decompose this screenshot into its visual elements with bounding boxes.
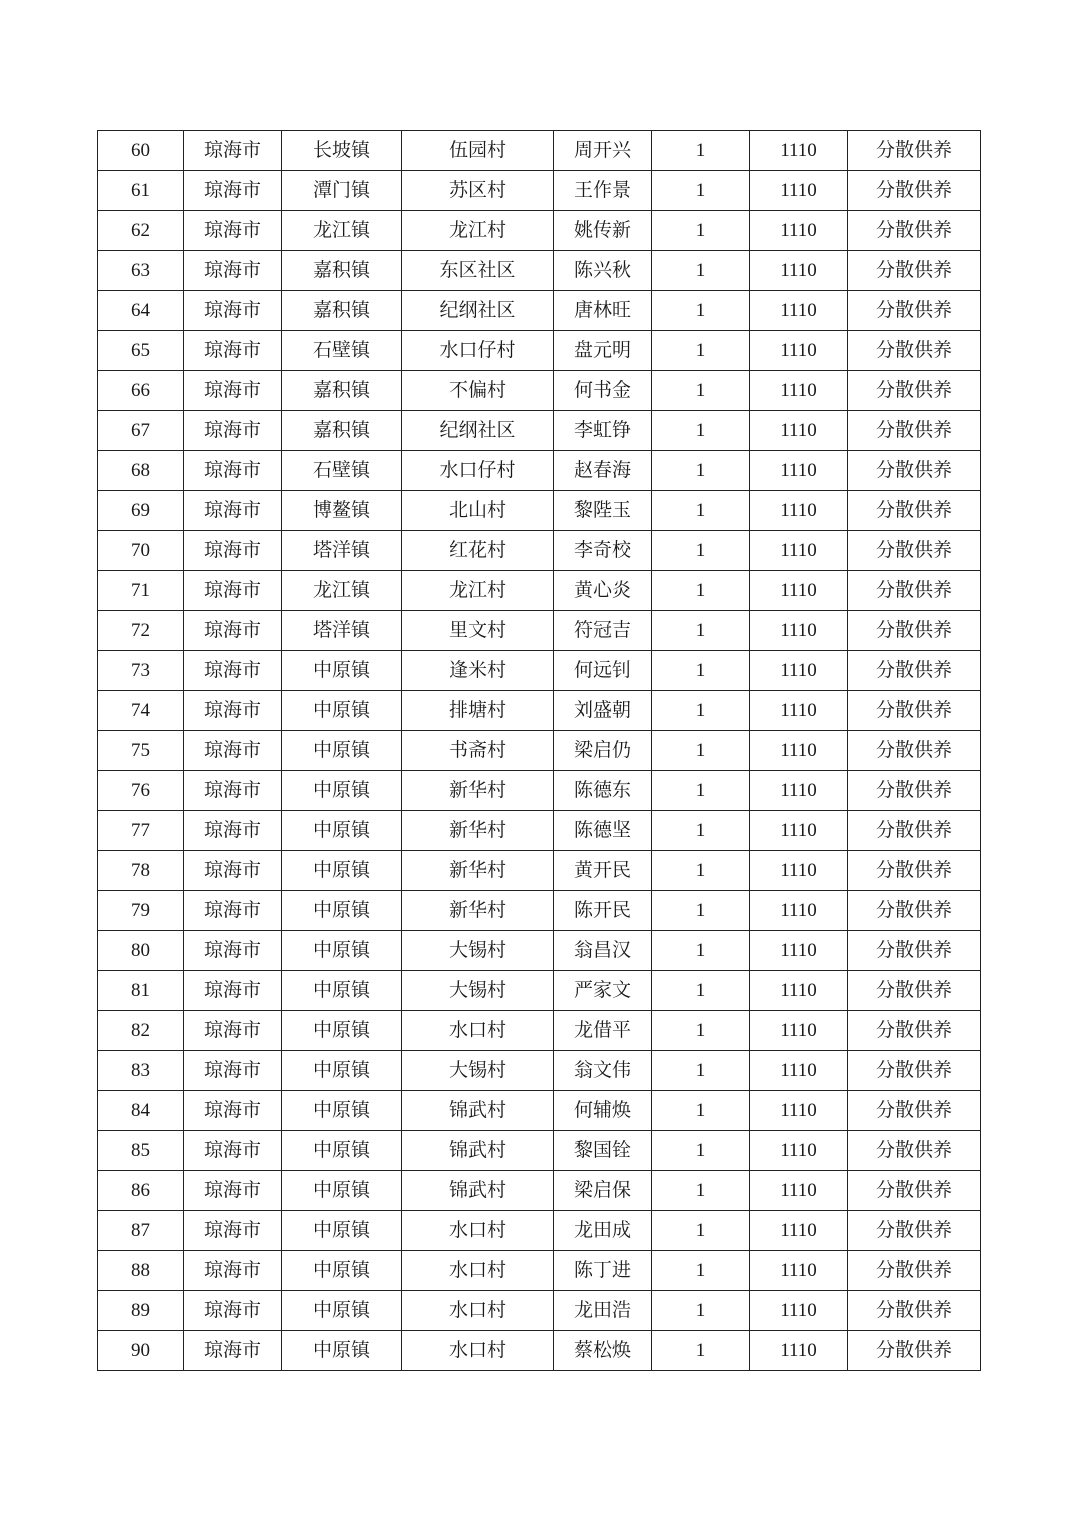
city-cell: 琼海市 bbox=[184, 891, 282, 931]
town-cell: 中原镇 bbox=[282, 1131, 402, 1171]
count-cell: 1 bbox=[652, 771, 750, 811]
amount-cell: 1110 bbox=[750, 291, 848, 331]
table-row bbox=[98, 291, 981, 331]
support-type-cell: 分散供养 bbox=[848, 171, 981, 211]
table-row bbox=[98, 811, 981, 851]
count-cell: 1 bbox=[652, 1171, 750, 1211]
serial-number-cell: 82 bbox=[98, 1011, 184, 1051]
support-type-cell: 分散供养 bbox=[848, 331, 981, 371]
town-cell: 嘉积镇 bbox=[282, 251, 402, 291]
village-cell: 龙江村 bbox=[402, 211, 554, 251]
amount-cell: 1110 bbox=[750, 571, 848, 611]
support-type-cell: 分散供养 bbox=[848, 691, 981, 731]
village-cell: 水口村 bbox=[402, 1251, 554, 1291]
serial-number-cell: 67 bbox=[98, 411, 184, 451]
serial-number-cell: 66 bbox=[98, 371, 184, 411]
town-cell: 中原镇 bbox=[282, 771, 402, 811]
amount-cell: 1110 bbox=[750, 811, 848, 851]
table-row bbox=[98, 771, 981, 811]
city-cell: 琼海市 bbox=[184, 931, 282, 971]
city-cell: 琼海市 bbox=[184, 131, 282, 171]
town-cell: 龙江镇 bbox=[282, 211, 402, 251]
town-cell: 中原镇 bbox=[282, 731, 402, 771]
table-row bbox=[98, 611, 981, 651]
amount-cell: 1110 bbox=[750, 1251, 848, 1291]
count-cell: 1 bbox=[652, 891, 750, 931]
town-cell: 中原镇 bbox=[282, 1171, 402, 1211]
amount-cell: 1110 bbox=[750, 851, 848, 891]
person-name-cell: 陈丁进 bbox=[554, 1251, 652, 1291]
town-cell: 中原镇 bbox=[282, 1331, 402, 1371]
serial-number-cell: 73 bbox=[98, 651, 184, 691]
amount-cell: 1110 bbox=[750, 1091, 848, 1131]
town-cell: 中原镇 bbox=[282, 651, 402, 691]
city-cell: 琼海市 bbox=[184, 291, 282, 331]
amount-cell: 1110 bbox=[750, 1051, 848, 1091]
support-type-cell: 分散供养 bbox=[848, 1251, 981, 1291]
count-cell: 1 bbox=[652, 331, 750, 371]
table-row bbox=[98, 1331, 981, 1371]
table-row bbox=[98, 1131, 981, 1171]
person-name-cell: 赵春海 bbox=[554, 451, 652, 491]
count-cell: 1 bbox=[652, 731, 750, 771]
support-type-cell: 分散供养 bbox=[848, 291, 981, 331]
village-cell: 红花村 bbox=[402, 531, 554, 571]
support-type-cell: 分散供养 bbox=[848, 451, 981, 491]
person-name-cell: 黄心炎 bbox=[554, 571, 652, 611]
village-cell: 里文村 bbox=[402, 611, 554, 651]
person-name-cell: 梁启仍 bbox=[554, 731, 652, 771]
person-name-cell: 何辅焕 bbox=[554, 1091, 652, 1131]
village-cell: 新华村 bbox=[402, 891, 554, 931]
count-cell: 1 bbox=[652, 851, 750, 891]
village-cell: 不偏村 bbox=[402, 371, 554, 411]
city-cell: 琼海市 bbox=[184, 371, 282, 411]
village-cell: 水口村 bbox=[402, 1011, 554, 1051]
table-row bbox=[98, 331, 981, 371]
village-cell: 龙江村 bbox=[402, 571, 554, 611]
serial-number-cell: 86 bbox=[98, 1171, 184, 1211]
town-cell: 石壁镇 bbox=[282, 331, 402, 371]
serial-number-cell: 63 bbox=[98, 251, 184, 291]
person-name-cell: 陈德坚 bbox=[554, 811, 652, 851]
village-cell: 纪纲社区 bbox=[402, 411, 554, 451]
table-row bbox=[98, 451, 981, 491]
support-type-cell: 分散供养 bbox=[848, 931, 981, 971]
support-type-cell: 分散供养 bbox=[848, 1131, 981, 1171]
person-name-cell: 符冠吉 bbox=[554, 611, 652, 651]
amount-cell: 1110 bbox=[750, 731, 848, 771]
amount-cell: 1110 bbox=[750, 1211, 848, 1251]
table-row bbox=[98, 1211, 981, 1251]
serial-number-cell: 75 bbox=[98, 731, 184, 771]
village-cell: 新华村 bbox=[402, 811, 554, 851]
person-name-cell: 盘元明 bbox=[554, 331, 652, 371]
amount-cell: 1110 bbox=[750, 491, 848, 531]
town-cell: 嘉积镇 bbox=[282, 291, 402, 331]
city-cell: 琼海市 bbox=[184, 211, 282, 251]
person-name-cell: 唐林旺 bbox=[554, 291, 652, 331]
serial-number-cell: 70 bbox=[98, 531, 184, 571]
amount-cell: 1110 bbox=[750, 451, 848, 491]
count-cell: 1 bbox=[652, 1251, 750, 1291]
serial-number-cell: 89 bbox=[98, 1291, 184, 1331]
village-cell: 东区社区 bbox=[402, 251, 554, 291]
amount-cell: 1110 bbox=[750, 411, 848, 451]
city-cell: 琼海市 bbox=[184, 611, 282, 651]
town-cell: 中原镇 bbox=[282, 1051, 402, 1091]
village-cell: 水口村 bbox=[402, 1211, 554, 1251]
serial-number-cell: 81 bbox=[98, 971, 184, 1011]
serial-number-cell: 80 bbox=[98, 931, 184, 971]
table-row bbox=[98, 1171, 981, 1211]
count-cell: 1 bbox=[652, 691, 750, 731]
town-cell: 中原镇 bbox=[282, 811, 402, 851]
serial-number-cell: 68 bbox=[98, 451, 184, 491]
town-cell: 中原镇 bbox=[282, 971, 402, 1011]
support-type-cell: 分散供养 bbox=[848, 411, 981, 451]
count-cell: 1 bbox=[652, 291, 750, 331]
village-cell: 水口村 bbox=[402, 1291, 554, 1331]
village-cell: 水口仔村 bbox=[402, 451, 554, 491]
person-name-cell: 龙田浩 bbox=[554, 1291, 652, 1331]
amount-cell: 1110 bbox=[750, 971, 848, 1011]
support-type-cell: 分散供养 bbox=[848, 1291, 981, 1331]
count-cell: 1 bbox=[652, 171, 750, 211]
person-name-cell: 龙田成 bbox=[554, 1211, 652, 1251]
count-cell: 1 bbox=[652, 1331, 750, 1371]
amount-cell: 1110 bbox=[750, 1131, 848, 1171]
village-cell: 大锡村 bbox=[402, 971, 554, 1011]
town-cell: 博鳌镇 bbox=[282, 491, 402, 531]
count-cell: 1 bbox=[652, 651, 750, 691]
person-name-cell: 龙借平 bbox=[554, 1011, 652, 1051]
city-cell: 琼海市 bbox=[184, 1211, 282, 1251]
amount-cell: 1110 bbox=[750, 371, 848, 411]
count-cell: 1 bbox=[652, 411, 750, 451]
support-type-cell: 分散供养 bbox=[848, 371, 981, 411]
support-type-cell: 分散供养 bbox=[848, 851, 981, 891]
person-name-cell: 陈兴秋 bbox=[554, 251, 652, 291]
table-row bbox=[98, 171, 981, 211]
city-cell: 琼海市 bbox=[184, 451, 282, 491]
village-cell: 大锡村 bbox=[402, 931, 554, 971]
table-row bbox=[98, 211, 981, 251]
serial-number-cell: 61 bbox=[98, 171, 184, 211]
serial-number-cell: 90 bbox=[98, 1331, 184, 1371]
table-row bbox=[98, 1091, 981, 1131]
serial-number-cell: 69 bbox=[98, 491, 184, 531]
amount-cell: 1110 bbox=[750, 891, 848, 931]
table-row bbox=[98, 1251, 981, 1291]
table-row bbox=[98, 371, 981, 411]
city-cell: 琼海市 bbox=[184, 1251, 282, 1291]
roster-table-body bbox=[98, 131, 981, 1371]
support-type-cell: 分散供养 bbox=[848, 1091, 981, 1131]
roster-table bbox=[97, 130, 981, 1371]
serial-number-cell: 74 bbox=[98, 691, 184, 731]
support-type-cell: 分散供养 bbox=[848, 811, 981, 851]
city-cell: 琼海市 bbox=[184, 651, 282, 691]
table-row bbox=[98, 251, 981, 291]
person-name-cell: 翁文伟 bbox=[554, 1051, 652, 1091]
amount-cell: 1110 bbox=[750, 931, 848, 971]
city-cell: 琼海市 bbox=[184, 1331, 282, 1371]
town-cell: 长坡镇 bbox=[282, 131, 402, 171]
count-cell: 1 bbox=[652, 211, 750, 251]
city-cell: 琼海市 bbox=[184, 811, 282, 851]
village-cell: 水口仔村 bbox=[402, 331, 554, 371]
town-cell: 塔洋镇 bbox=[282, 531, 402, 571]
town-cell: 嘉积镇 bbox=[282, 411, 402, 451]
amount-cell: 1110 bbox=[750, 691, 848, 731]
town-cell: 中原镇 bbox=[282, 1291, 402, 1331]
serial-number-cell: 76 bbox=[98, 771, 184, 811]
person-name-cell: 李虹铮 bbox=[554, 411, 652, 451]
village-cell: 锦武村 bbox=[402, 1171, 554, 1211]
person-name-cell: 陈德东 bbox=[554, 771, 652, 811]
city-cell: 琼海市 bbox=[184, 491, 282, 531]
support-type-cell: 分散供养 bbox=[848, 1331, 981, 1371]
amount-cell: 1110 bbox=[750, 131, 848, 171]
town-cell: 中原镇 bbox=[282, 691, 402, 731]
person-name-cell: 王作景 bbox=[554, 171, 652, 211]
amount-cell: 1110 bbox=[750, 251, 848, 291]
amount-cell: 1110 bbox=[750, 171, 848, 211]
amount-cell: 1110 bbox=[750, 1331, 848, 1371]
support-type-cell: 分散供养 bbox=[848, 1211, 981, 1251]
person-name-cell: 蔡松焕 bbox=[554, 1331, 652, 1371]
count-cell: 1 bbox=[652, 971, 750, 1011]
village-cell: 纪纲社区 bbox=[402, 291, 554, 331]
city-cell: 琼海市 bbox=[184, 171, 282, 211]
count-cell: 1 bbox=[652, 491, 750, 531]
town-cell: 中原镇 bbox=[282, 1251, 402, 1291]
city-cell: 琼海市 bbox=[184, 531, 282, 571]
person-name-cell: 严家文 bbox=[554, 971, 652, 1011]
town-cell: 石壁镇 bbox=[282, 451, 402, 491]
town-cell: 中原镇 bbox=[282, 931, 402, 971]
count-cell: 1 bbox=[652, 1211, 750, 1251]
support-type-cell: 分散供养 bbox=[848, 211, 981, 251]
count-cell: 1 bbox=[652, 451, 750, 491]
town-cell: 中原镇 bbox=[282, 1091, 402, 1131]
support-type-cell: 分散供养 bbox=[848, 491, 981, 531]
table-row bbox=[98, 851, 981, 891]
table-row bbox=[98, 571, 981, 611]
count-cell: 1 bbox=[652, 1051, 750, 1091]
village-cell: 排塘村 bbox=[402, 691, 554, 731]
support-type-cell: 分散供养 bbox=[848, 131, 981, 171]
support-type-cell: 分散供养 bbox=[848, 251, 981, 291]
person-name-cell: 李奇校 bbox=[554, 531, 652, 571]
village-cell: 新华村 bbox=[402, 851, 554, 891]
table-row bbox=[98, 731, 981, 771]
town-cell: 潭门镇 bbox=[282, 171, 402, 211]
support-type-cell: 分散供养 bbox=[848, 571, 981, 611]
table-row bbox=[98, 891, 981, 931]
city-cell: 琼海市 bbox=[184, 331, 282, 371]
city-cell: 琼海市 bbox=[184, 1091, 282, 1131]
support-type-cell: 分散供养 bbox=[848, 971, 981, 1011]
village-cell: 大锡村 bbox=[402, 1051, 554, 1091]
town-cell: 龙江镇 bbox=[282, 571, 402, 611]
table-row bbox=[98, 931, 981, 971]
table-row bbox=[98, 131, 981, 171]
town-cell: 中原镇 bbox=[282, 1211, 402, 1251]
count-cell: 1 bbox=[652, 131, 750, 171]
amount-cell: 1110 bbox=[750, 771, 848, 811]
person-name-cell: 翁昌汉 bbox=[554, 931, 652, 971]
city-cell: 琼海市 bbox=[184, 771, 282, 811]
table-row bbox=[98, 1291, 981, 1331]
serial-number-cell: 62 bbox=[98, 211, 184, 251]
city-cell: 琼海市 bbox=[184, 851, 282, 891]
serial-number-cell: 79 bbox=[98, 891, 184, 931]
city-cell: 琼海市 bbox=[184, 731, 282, 771]
count-cell: 1 bbox=[652, 611, 750, 651]
support-type-cell: 分散供养 bbox=[848, 1171, 981, 1211]
town-cell: 塔洋镇 bbox=[282, 611, 402, 651]
person-name-cell: 何书金 bbox=[554, 371, 652, 411]
city-cell: 琼海市 bbox=[184, 1131, 282, 1171]
amount-cell: 1110 bbox=[750, 1011, 848, 1051]
village-cell: 苏区村 bbox=[402, 171, 554, 211]
village-cell: 新华村 bbox=[402, 771, 554, 811]
support-type-cell: 分散供养 bbox=[848, 611, 981, 651]
city-cell: 琼海市 bbox=[184, 1171, 282, 1211]
table-row bbox=[98, 651, 981, 691]
city-cell: 琼海市 bbox=[184, 571, 282, 611]
city-cell: 琼海市 bbox=[184, 411, 282, 451]
town-cell: 中原镇 bbox=[282, 891, 402, 931]
serial-number-cell: 64 bbox=[98, 291, 184, 331]
count-cell: 1 bbox=[652, 251, 750, 291]
count-cell: 1 bbox=[652, 811, 750, 851]
village-cell: 逢米村 bbox=[402, 651, 554, 691]
amount-cell: 1110 bbox=[750, 1171, 848, 1211]
table-row bbox=[98, 411, 981, 451]
serial-number-cell: 83 bbox=[98, 1051, 184, 1091]
city-cell: 琼海市 bbox=[184, 251, 282, 291]
town-cell: 中原镇 bbox=[282, 851, 402, 891]
person-name-cell: 何远钊 bbox=[554, 651, 652, 691]
person-name-cell: 黎国铨 bbox=[554, 1131, 652, 1171]
amount-cell: 1110 bbox=[750, 331, 848, 371]
village-cell: 书斋村 bbox=[402, 731, 554, 771]
support-type-cell: 分散供养 bbox=[848, 1011, 981, 1051]
city-cell: 琼海市 bbox=[184, 1291, 282, 1331]
amount-cell: 1110 bbox=[750, 611, 848, 651]
person-name-cell: 刘盛朝 bbox=[554, 691, 652, 731]
table-row bbox=[98, 531, 981, 571]
serial-number-cell: 84 bbox=[98, 1091, 184, 1131]
support-type-cell: 分散供养 bbox=[848, 891, 981, 931]
amount-cell: 1110 bbox=[750, 651, 848, 691]
table-row bbox=[98, 1011, 981, 1051]
support-type-cell: 分散供养 bbox=[848, 1051, 981, 1091]
village-cell: 锦武村 bbox=[402, 1091, 554, 1131]
count-cell: 1 bbox=[652, 931, 750, 971]
support-type-cell: 分散供养 bbox=[848, 771, 981, 811]
table-row bbox=[98, 691, 981, 731]
city-cell: 琼海市 bbox=[184, 1011, 282, 1051]
city-cell: 琼海市 bbox=[184, 971, 282, 1011]
amount-cell: 1110 bbox=[750, 211, 848, 251]
person-name-cell: 梁启保 bbox=[554, 1171, 652, 1211]
support-type-cell: 分散供养 bbox=[848, 651, 981, 691]
village-cell: 伍园村 bbox=[402, 131, 554, 171]
city-cell: 琼海市 bbox=[184, 691, 282, 731]
person-name-cell: 陈开民 bbox=[554, 891, 652, 931]
count-cell: 1 bbox=[652, 1291, 750, 1331]
support-type-cell: 分散供养 bbox=[848, 531, 981, 571]
person-name-cell: 姚传新 bbox=[554, 211, 652, 251]
amount-cell: 1110 bbox=[750, 1291, 848, 1331]
table-row bbox=[98, 971, 981, 1011]
serial-number-cell: 88 bbox=[98, 1251, 184, 1291]
village-cell: 北山村 bbox=[402, 491, 554, 531]
person-name-cell: 黎陛玉 bbox=[554, 491, 652, 531]
count-cell: 1 bbox=[652, 571, 750, 611]
table-row bbox=[98, 491, 981, 531]
count-cell: 1 bbox=[652, 371, 750, 411]
serial-number-cell: 85 bbox=[98, 1131, 184, 1171]
count-cell: 1 bbox=[652, 1131, 750, 1171]
town-cell: 嘉积镇 bbox=[282, 371, 402, 411]
count-cell: 1 bbox=[652, 1011, 750, 1051]
person-name-cell: 黄开民 bbox=[554, 851, 652, 891]
village-cell: 锦武村 bbox=[402, 1131, 554, 1171]
amount-cell: 1110 bbox=[750, 531, 848, 571]
town-cell: 中原镇 bbox=[282, 1011, 402, 1051]
count-cell: 1 bbox=[652, 531, 750, 571]
serial-number-cell: 60 bbox=[98, 131, 184, 171]
serial-number-cell: 87 bbox=[98, 1211, 184, 1251]
city-cell: 琼海市 bbox=[184, 1051, 282, 1091]
support-type-cell: 分散供养 bbox=[848, 731, 981, 771]
table-row bbox=[98, 1051, 981, 1091]
serial-number-cell: 71 bbox=[98, 571, 184, 611]
serial-number-cell: 78 bbox=[98, 851, 184, 891]
count-cell: 1 bbox=[652, 1091, 750, 1131]
serial-number-cell: 77 bbox=[98, 811, 184, 851]
serial-number-cell: 65 bbox=[98, 331, 184, 371]
serial-number-cell: 72 bbox=[98, 611, 184, 651]
person-name-cell: 周开兴 bbox=[554, 131, 652, 171]
village-cell: 水口村 bbox=[402, 1331, 554, 1371]
